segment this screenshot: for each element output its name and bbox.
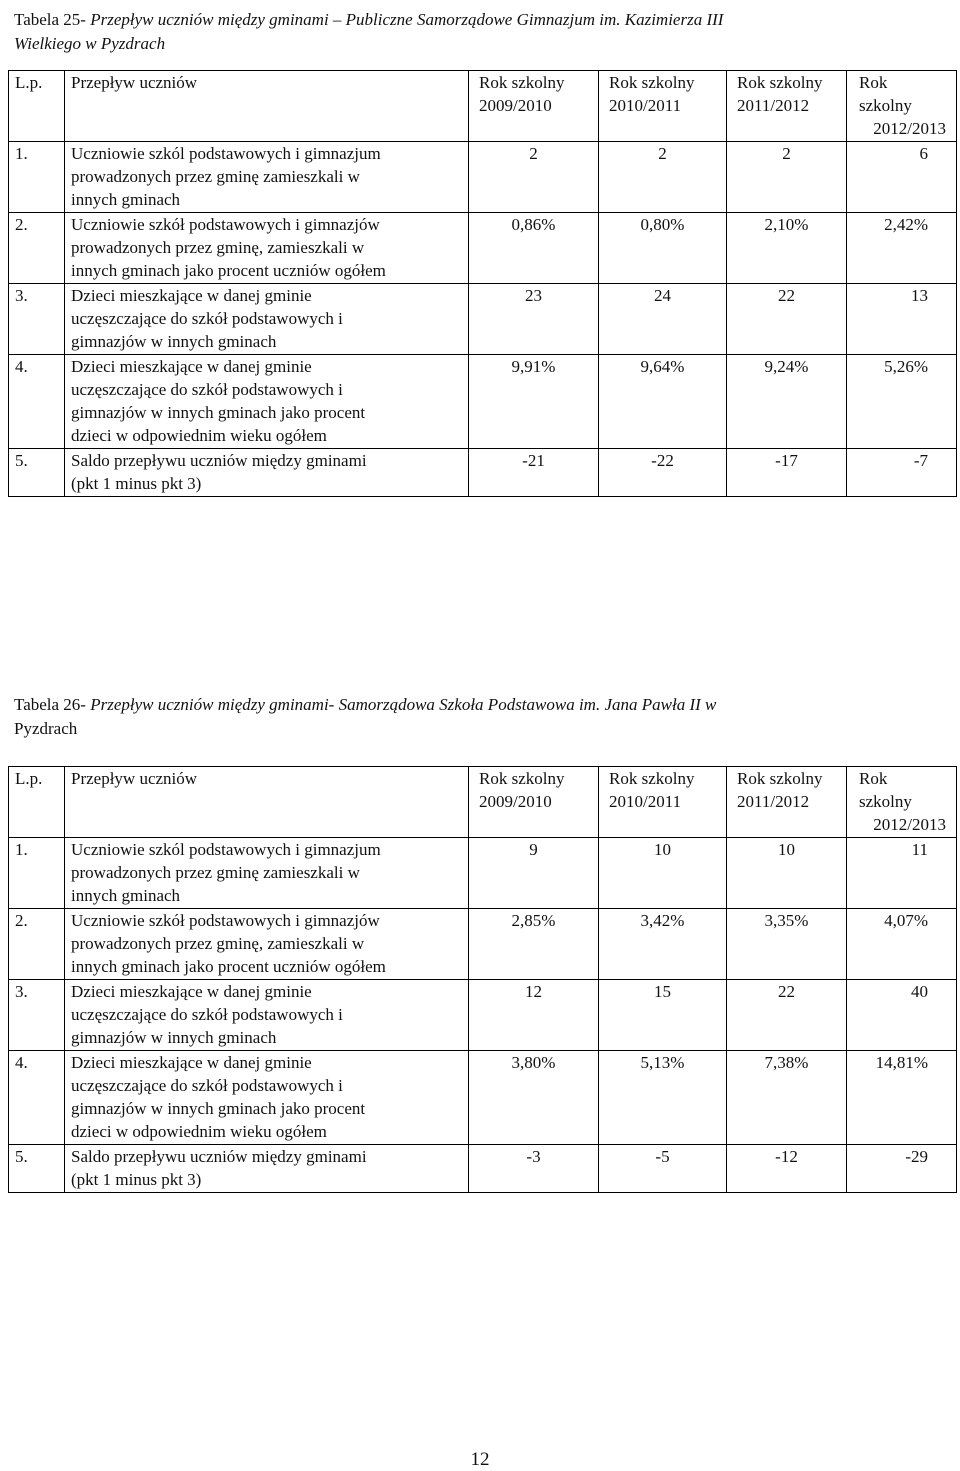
table-25-caption-line2: Wielkiego w Pyzdrach	[14, 34, 166, 53]
table-26-caption-title: Przepływ uczniów między gminami- Samorządowa Szkoła Podstawowa im. Jana Pawła II w	[90, 695, 717, 714]
value-cell: 7,38%	[727, 1051, 847, 1145]
flow-header: Przepływ uczniów	[65, 767, 469, 838]
row-number: 3.	[9, 980, 65, 1051]
table-row	[9, 1051, 957, 1145]
value-cell: 4,07%	[847, 909, 957, 980]
value-cell: -5	[599, 1145, 727, 1193]
row-description-line: innych gminach	[71, 886, 181, 905]
lp-header: L.p.	[9, 71, 65, 142]
table-25-caption	[14, 8, 914, 56]
value-cell: 3,42%	[599, 909, 727, 980]
row-description-line: uczęszczające do szkół podstawowych i	[71, 309, 343, 328]
row-description-line: Uczniowie szkół podstawowych i gimnazjów	[71, 911, 380, 930]
row-description	[65, 449, 469, 497]
value-cell: 13	[847, 284, 957, 355]
value-cell: -12	[727, 1145, 847, 1193]
value-cell: 9,91%	[469, 355, 599, 449]
value-cell: 2,42%	[847, 213, 957, 284]
value-cell: 5,13%	[599, 1051, 727, 1145]
value-cell: 10	[727, 838, 847, 909]
row-description-line: Dzieci mieszkające w danej gminie	[71, 982, 312, 1001]
row-number: 2.	[9, 909, 65, 980]
value-cell: -21	[469, 449, 599, 497]
row-description-line: prowadzonych przez gminę zamieszkali w	[71, 863, 360, 882]
year-header-2012: Rok szkolny 2012/2013	[847, 767, 957, 838]
row-description	[65, 355, 469, 449]
row-number: 5.	[9, 1145, 65, 1193]
value-cell: 3,35%	[727, 909, 847, 980]
table-row	[9, 142, 957, 213]
year-header-2009: Rok szkolny 2009/2010	[469, 71, 599, 142]
value-cell: -7	[847, 449, 957, 497]
row-number: 1.	[9, 142, 65, 213]
value-cell: -29	[847, 1145, 957, 1193]
value-cell: 9,24%	[727, 355, 847, 449]
year-header-2011: Rok szkolny 2011/2012	[727, 767, 847, 838]
row-description	[65, 1051, 469, 1145]
value-cell: -22	[599, 449, 727, 497]
flow-header: Przepływ uczniów	[65, 71, 469, 142]
year-header-2011: Rok szkolny 2011/2012	[727, 71, 847, 142]
row-description-line: prowadzonych przez gminę, zamieszkali w	[71, 934, 365, 953]
row-description-line: (pkt 1 minus pkt 3)	[71, 474, 202, 493]
value-cell: 9,64%	[599, 355, 727, 449]
value-cell: 5,26%	[847, 355, 957, 449]
table-row	[9, 980, 957, 1051]
row-description-line: Saldo przepływu uczniów między gminami	[71, 451, 367, 470]
value-cell: 2	[727, 142, 847, 213]
table-row	[9, 909, 957, 980]
row-description-line: gimnazjów w innych gminach jako procent	[71, 403, 366, 422]
value-cell: 14,81%	[847, 1051, 957, 1145]
table-26-caption	[14, 693, 914, 741]
row-number: 4.	[9, 1051, 65, 1145]
value-cell: 22	[727, 980, 847, 1051]
row-description-line: uczęszczające do szkół podstawowych i	[71, 1005, 343, 1024]
row-description-line: Dzieci mieszkające w danej gminie	[71, 1053, 312, 1072]
lp-header: L.p.	[9, 767, 65, 838]
value-cell: 24	[599, 284, 727, 355]
table-26-caption-prefix: Tabela 26-	[14, 695, 91, 714]
table-row	[9, 355, 957, 449]
row-description-line: innych gminach jako procent uczniów ogółem	[71, 957, 386, 976]
value-cell: 22	[727, 284, 847, 355]
row-number: 2.	[9, 213, 65, 284]
table-26	[8, 766, 957, 1193]
table-26-caption-line2: Pyzdrach	[14, 719, 78, 738]
value-cell: 0,80%	[599, 213, 727, 284]
value-cell: 3,80%	[469, 1051, 599, 1145]
row-description-line: innych gminach	[71, 190, 181, 209]
row-description-line: uczęszczające do szkół podstawowych i	[71, 1076, 343, 1095]
row-description-line: prowadzonych przez gminę, zamieszkali w	[71, 238, 365, 257]
row-description-line: Dzieci mieszkające w danej gminie	[71, 286, 312, 305]
year-header-2010: Rok szkolny 2010/2011	[599, 767, 727, 838]
year-header-2009: Rok szkolny 2009/2010	[469, 767, 599, 838]
value-cell: 0,86%	[469, 213, 599, 284]
table-row	[9, 838, 957, 909]
row-description-line: (pkt 1 minus pkt 3)	[71, 1170, 202, 1189]
row-description-line: Dzieci mieszkające w danej gminie	[71, 357, 312, 376]
row-description-line: gimnazjów w innych gminach	[71, 332, 277, 351]
table-row	[9, 284, 957, 355]
value-cell: 2	[599, 142, 727, 213]
value-cell: 12	[469, 980, 599, 1051]
value-cell: 11	[847, 838, 957, 909]
row-description	[65, 284, 469, 355]
value-cell: 15	[599, 980, 727, 1051]
row-description-line: Saldo przepływu uczniów między gminami	[71, 1147, 367, 1166]
row-description-line: prowadzonych przez gminę zamieszkali w	[71, 167, 360, 186]
row-description-line: dzieci w odpowiednim wieku ogółem	[71, 426, 327, 445]
row-number: 5.	[9, 449, 65, 497]
row-number: 1.	[9, 838, 65, 909]
row-number: 4.	[9, 355, 65, 449]
table-row	[9, 1145, 957, 1193]
row-description-line: dzieci w odpowiednim wieku ogółem	[71, 1122, 327, 1141]
value-cell: 40	[847, 980, 957, 1051]
value-cell: -3	[469, 1145, 599, 1193]
row-description-line: Uczniowie szkół podstawowych i gimnazjów	[71, 215, 380, 234]
table-25-header-row	[9, 71, 957, 142]
value-cell: 2	[469, 142, 599, 213]
year-header-2012: Rok szkolny 2012/2013	[847, 71, 957, 142]
row-number: 3.	[9, 284, 65, 355]
row-description	[65, 838, 469, 909]
value-cell: 2,10%	[727, 213, 847, 284]
table-row	[9, 449, 957, 497]
row-description	[65, 1145, 469, 1193]
table-26-header-row	[9, 767, 957, 838]
table-row	[9, 213, 957, 284]
row-description-line: uczęszczające do szkół podstawowych i	[71, 380, 343, 399]
value-cell: 6	[847, 142, 957, 213]
value-cell: 10	[599, 838, 727, 909]
value-cell: 9	[469, 838, 599, 909]
row-description-line: gimnazjów w innych gminach	[71, 1028, 277, 1047]
row-description	[65, 142, 469, 213]
value-cell: 2,85%	[469, 909, 599, 980]
row-description	[65, 909, 469, 980]
row-description	[65, 980, 469, 1051]
row-description-line: Uczniowie szkól podstawowych i gimnazjum	[71, 144, 381, 163]
table-25-caption-title: Przepływ uczniów między gminami – Publiczne Samorządowe Gimnazjum im. Kazimierza III	[90, 10, 724, 29]
row-description-line: innych gminach jako procent uczniów ogółem	[71, 261, 386, 280]
value-cell: -17	[727, 449, 847, 497]
row-description	[65, 213, 469, 284]
table-25	[8, 70, 957, 497]
row-description-line: Uczniowie szkól podstawowych i gimnazjum	[71, 840, 381, 859]
page-number: 12	[470, 1449, 490, 1470]
row-description-line: gimnazjów w innych gminach jako procent	[71, 1099, 366, 1118]
value-cell: 23	[469, 284, 599, 355]
year-header-2010: Rok szkolny 2010/2011	[599, 71, 727, 142]
table-25-caption-prefix: Tabela 25-	[14, 10, 91, 29]
